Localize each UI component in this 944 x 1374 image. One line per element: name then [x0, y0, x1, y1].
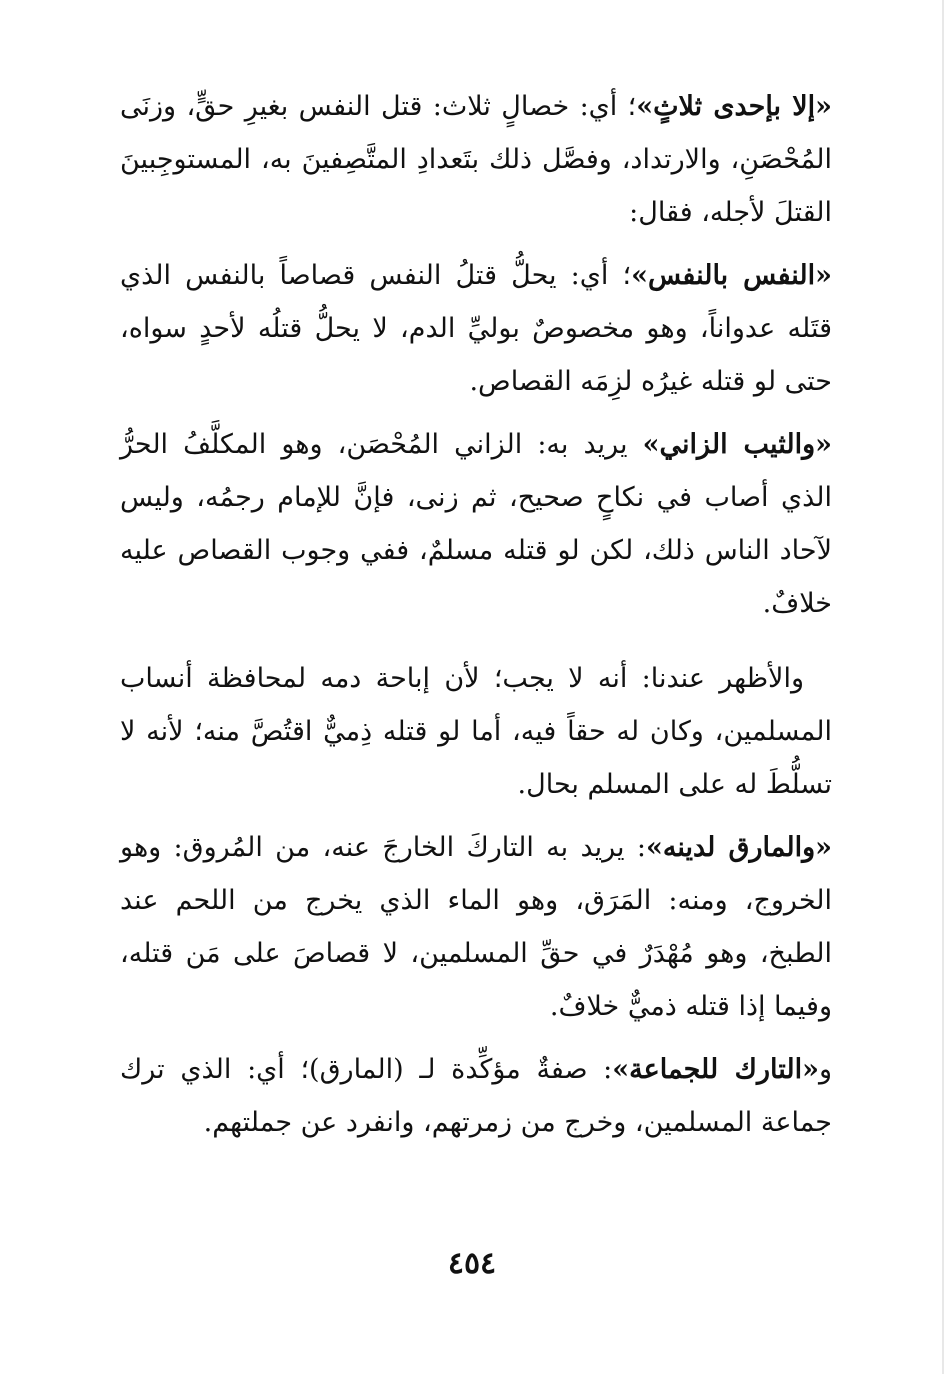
- paragraph-4: [120, 652, 832, 811]
- paragraph-6: [120, 1043, 832, 1149]
- page-number: ٤٥٤: [447, 1246, 497, 1281]
- quoted-term: «التارك للجماعة»: [612, 1054, 819, 1085]
- quoted-term: «والثيب الزاني»: [642, 429, 832, 460]
- quoted-term: «والمارق لدينه»: [645, 832, 832, 863]
- paragraph-text: : صفةٌ مؤكِّدة لـ (المارق)؛ أي: الذي ترك جماعة المسلمين، وخرج من زمرتهم، وانفرد عن جملتهم.: [120, 1054, 832, 1138]
- paragraph-3: [120, 418, 832, 630]
- quoted-term: «إلا بإحدى ثلاثٍ»: [636, 91, 833, 122]
- paragraph-1: [120, 80, 832, 239]
- paragraph-text: ؛ أي: خصالٍ ثلاث: قتل النفس بغيرِ حقٍّ، وزنَى المُحْصَنِ، والارتداد، وفصَّل ذلك بتَعدادِ المتَّصِفينَ به، المستوجِبينَ القتلَ لأجله، فقال:: [120, 91, 832, 228]
- paragraph-text: يريد به: الزاني المُحْصَن، وهو المكلَّفُ الحرُّ الذي أصاب في نكاحٍ صحيح، ثم زنى، فإنَّ للإمام رجمُه، وليس لآحاد الناس ذلك، لكن لو قتله مسلمٌ، ففي وجوب القصاص عليه خلافٌ.: [120, 429, 832, 619]
- paragraph-text: ؛ أي: يحلُّ قتلُ النفس قصاصاً بالنفس الذي قتَله عدواناً، وهو مخصوصٌ بوليِّ الدم، لا يحلُّ قتلُه لأحدٍ سواه، حتى لو قتله غيرُه لزِمَه القصاص.: [120, 260, 832, 397]
- paragraph-2: [120, 249, 832, 408]
- quoted-term: «النفس بالنفس»: [631, 260, 832, 291]
- paragraph-prefix: و: [818, 1054, 833, 1085]
- paragraph-text: : يريد به التاركَ الخارجَ عنه، من المُروق: وهو الخروج، ومنه: المَرَق، وهو الماء الذي يخرج من اللحم عند الطبخ، وهو مُهْدَرٌ في حقِّ المسلمين، لا قصاصَ على مَن قتله، وفيما إذا قتله ذميٌّ خلافٌ.: [120, 832, 832, 1022]
- paragraph-text: والأظهر عندنا: أنه لا يجب؛ لأن إباحة دمه لمحافظة أنساب المسلمين، وكان له حقاً فيه، أما لو قتله ذِميٌّ اقتُصَّ منه؛ لأنه لا تسلُّطَ له على المسلم بحال.: [120, 663, 832, 800]
- page-body: [120, 80, 832, 1159]
- paragraph-5: [120, 821, 832, 1033]
